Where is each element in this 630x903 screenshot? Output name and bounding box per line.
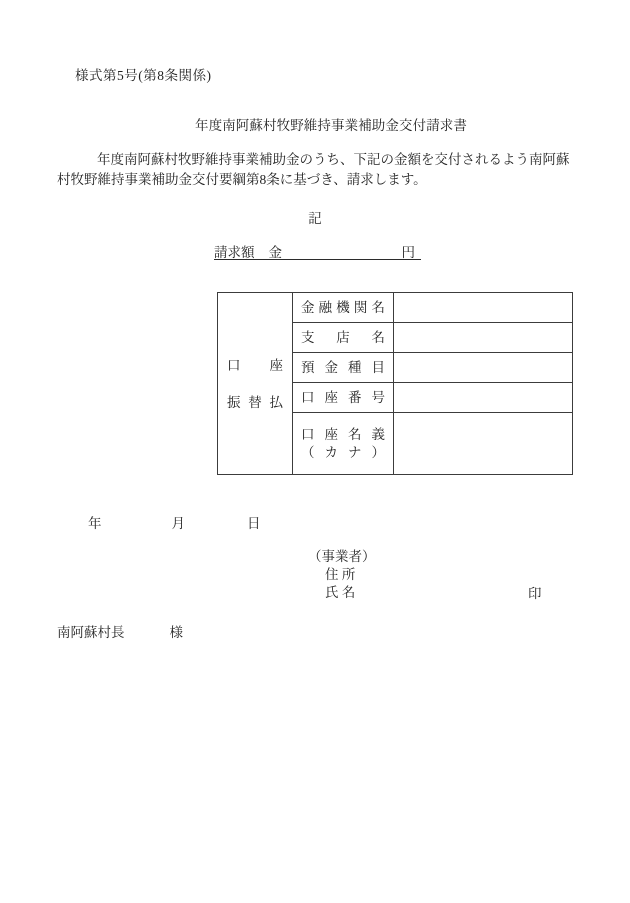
claim-currency-prefix: 金: [268, 245, 282, 260]
section-marker-ki: 記: [308, 211, 322, 226]
body-line-2: 村牧野維持事業補助金交付要綱第8条に基づき、請求します。: [57, 172, 427, 187]
document-title: 年度南阿蘇村牧野維持事業補助金交付請求書: [195, 118, 467, 133]
table-label-financial-institution: [293, 293, 393, 323]
label-text: 金 融 機 関 名: [301, 299, 385, 315]
issuer-name-label: 氏 名: [325, 585, 356, 600]
label-text-line1: 口 座 名 義: [301, 426, 385, 442]
date-month-label: 月: [171, 516, 185, 531]
label-text: 支 店 名: [301, 329, 385, 345]
table-value-branch-name: [393, 323, 572, 353]
table-label-account-number: [293, 383, 393, 413]
date-day-label: 日: [247, 516, 261, 531]
table-value-deposit-type: [393, 353, 572, 383]
table-label-account-holder-kana: [293, 413, 393, 474]
addressee-honorific: 様: [169, 625, 183, 640]
table-value-account-number: [393, 383, 572, 413]
date-line: [88, 512, 261, 532]
table-label-deposit-type: [293, 353, 393, 383]
label-text-line2: （ カ ナ ）: [301, 444, 385, 460]
rowheader-line-furikaebarai: 振 替 払: [227, 394, 283, 410]
table-value-financial-institution: [393, 293, 572, 323]
body-line-1: 年度南阿蘇村牧野維持事業補助金のうち、下記の金額を交付されるよう南阿蘇: [97, 152, 570, 167]
claim-unit-yen: 円: [401, 245, 415, 260]
claim-label: 請求額: [214, 245, 255, 260]
rowheader-line-kouza: 口 座: [227, 357, 283, 373]
issuer-address-label: 住 所: [325, 567, 356, 582]
table-rowheader-kouza-furikaebarai: [218, 293, 293, 474]
issuer-heading: （事業者）: [308, 549, 376, 564]
form-number: 様式第5号(第8条関係): [75, 68, 212, 83]
addressee-name: 南阿蘇村長: [57, 625, 125, 640]
account-transfer-table: [217, 292, 573, 475]
claim-amount-line: [214, 241, 421, 260]
label-text: 口 座 番 号: [301, 389, 385, 405]
addressee-line: [57, 621, 183, 641]
body-paragraph: [57, 150, 577, 190]
label-text: 預 金 種 目: [301, 359, 385, 375]
table-value-account-holder-kana: [393, 413, 572, 474]
date-year-label: 年: [88, 516, 102, 531]
issuer-seal-mark: 印: [528, 586, 542, 601]
table-label-branch-name: [293, 323, 393, 353]
